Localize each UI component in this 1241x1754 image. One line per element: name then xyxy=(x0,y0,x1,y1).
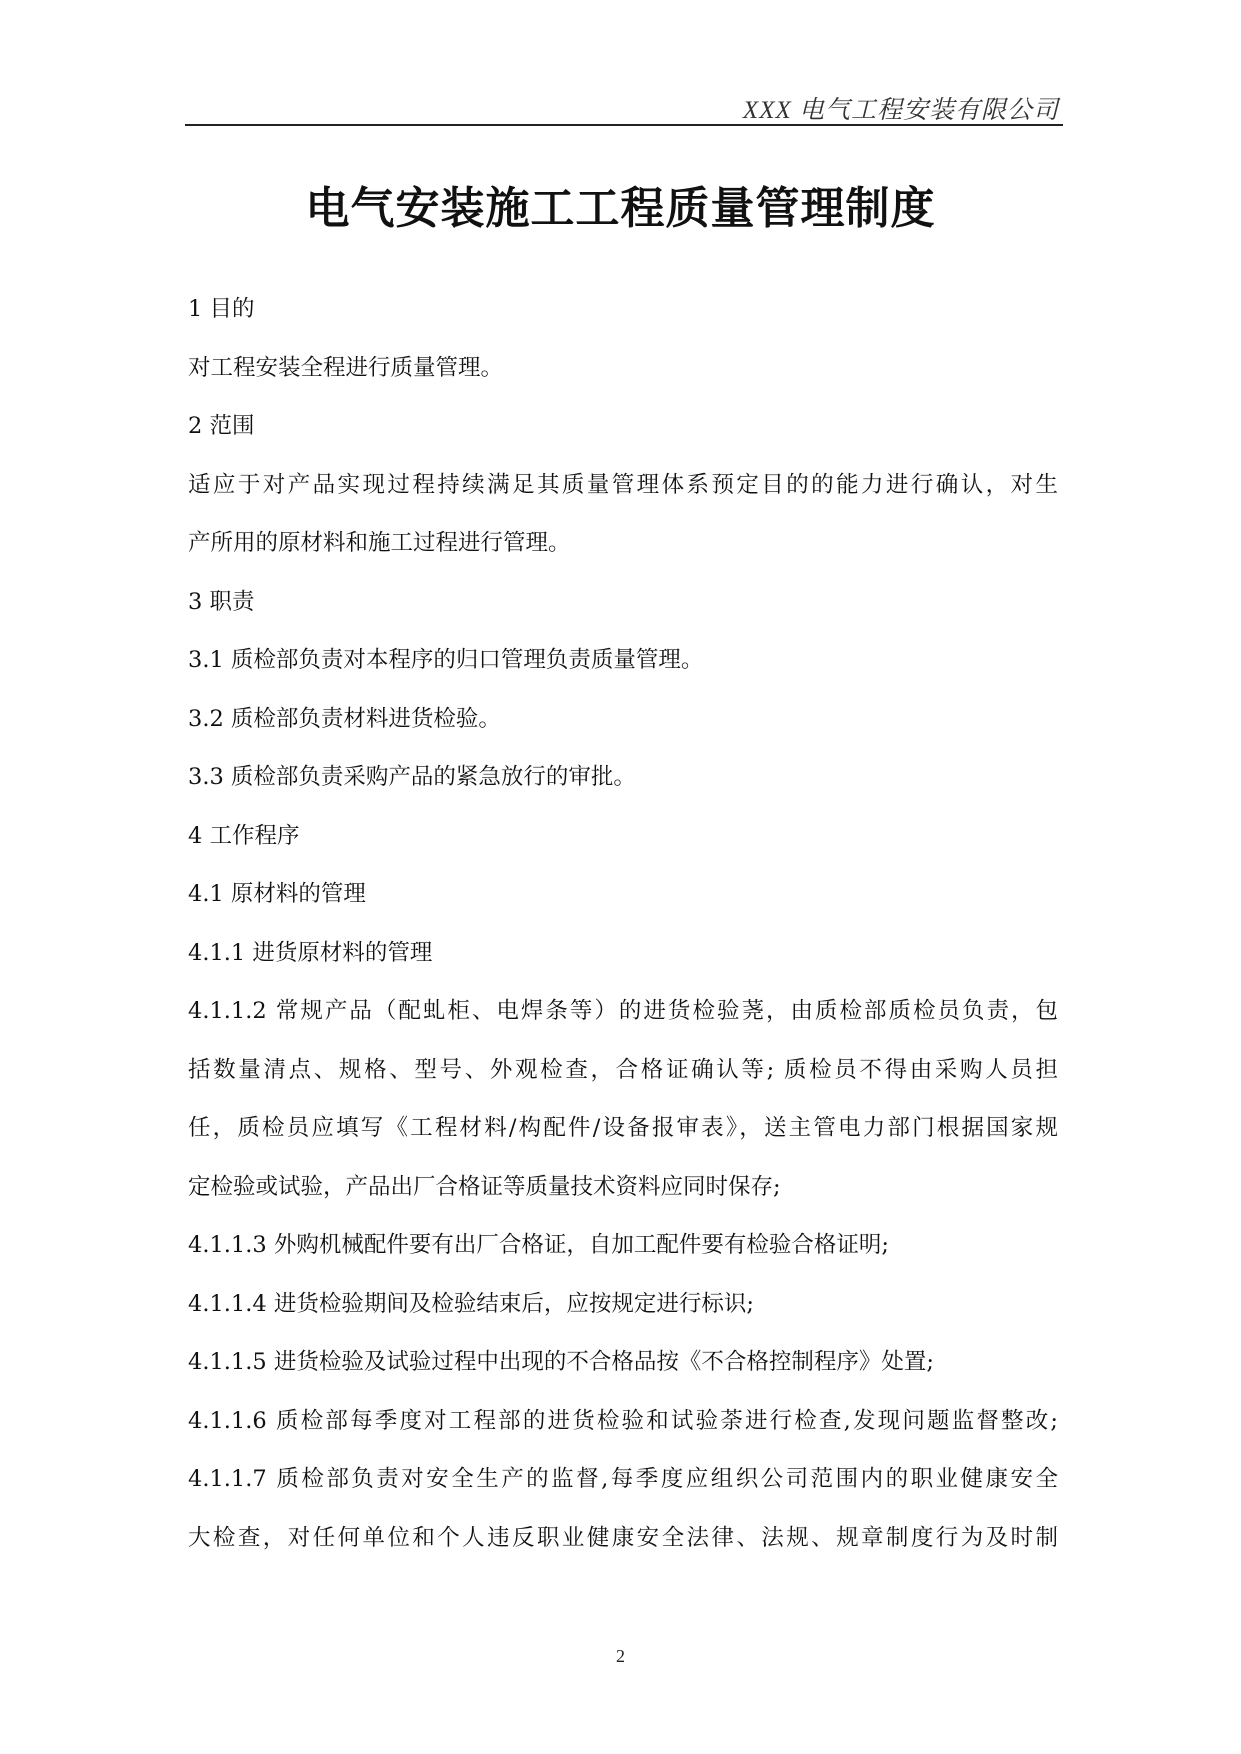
paragraph-line: 4.1.1.7 质检部负责对安全生产的监督,每季度应组织公司范围内的职业健康安全 xyxy=(188,1466,1058,1492)
paragraph-line: 任，质检员应填写《工程材料/构配件/设备报审表》，送主管电力部门根据国家规 xyxy=(188,1115,1058,1141)
paragraph-line: 3.3 质检部负责采购产品的紧急放行的审批。 xyxy=(188,764,636,790)
paragraph-line: 4.1.1.6 质检部每季度对工程部的进货检验和试验荼进行检查,发现问题监督整改; xyxy=(188,1407,1058,1434)
paragraph-line: 4.1.1.3 外购机械配件要有出厂合格证，自加工配件要有检验合格证明; xyxy=(188,1232,889,1258)
paragraph-line: 对工程安装全程进行质量管理。 xyxy=(188,354,504,381)
paragraph-line: 3.1 质检部负责对本程序的归口管理负责质量管理。 xyxy=(188,647,704,673)
paragraph-line: 括数量清点、规格、型号、外观检查，合格证确认等; 质检员不得由采购人员担 xyxy=(188,1056,1058,1083)
paragraph-line: 适应于对产品实现过程持续满足其质量管理体系预定目的的能力进行确认，对生 xyxy=(188,471,1058,498)
subsection-heading: 4.1 原材料的管理 xyxy=(188,881,366,907)
header-company-name: XXX 电气工程安装有限公司 xyxy=(742,97,1059,124)
document-title: 电气安装施工工程质量管理制度 xyxy=(305,183,936,234)
paragraph-line: 产所用的原材料和施工过程进行管理。 xyxy=(188,530,571,556)
section-heading-purpose: 1 目的 xyxy=(188,296,255,322)
section-heading-procedure: 4 工作程序 xyxy=(188,822,300,849)
section-heading-responsibility: 3 职责 xyxy=(188,588,255,615)
paragraph-line: 4.1.1.2 常规产品（配虬柜、电焊条等）的进货检验荛，由质检部质检员负责，包 xyxy=(188,998,1058,1024)
page-number: 2 xyxy=(616,1646,625,1666)
page-header xyxy=(185,88,1063,126)
paragraph-line: 大检查，对任何单位和个人违反职业健康安全法律、法规、规章制度行为及时制 xyxy=(188,1524,1058,1551)
subsection-heading: 4.1.1 进货原材料的管理 xyxy=(188,939,433,966)
paragraph-line: 3.2 质检部负责材料进货检验。 xyxy=(188,705,501,732)
paragraph-line: 4.1.1.4 进货检验期间及检验结束后，应按规定进行标识; xyxy=(188,1290,754,1317)
document-body xyxy=(188,280,1058,1567)
paragraph-line: 4.1.1.5 进货检验及试验过程中出现的不合格品按《不合格控制程序》处置; xyxy=(188,1349,934,1375)
section-heading-scope: 2 范围 xyxy=(188,413,255,439)
paragraph-line: 定检验或试验，产品出厂合格证等质量技术资料应同时保存; xyxy=(188,1173,781,1200)
